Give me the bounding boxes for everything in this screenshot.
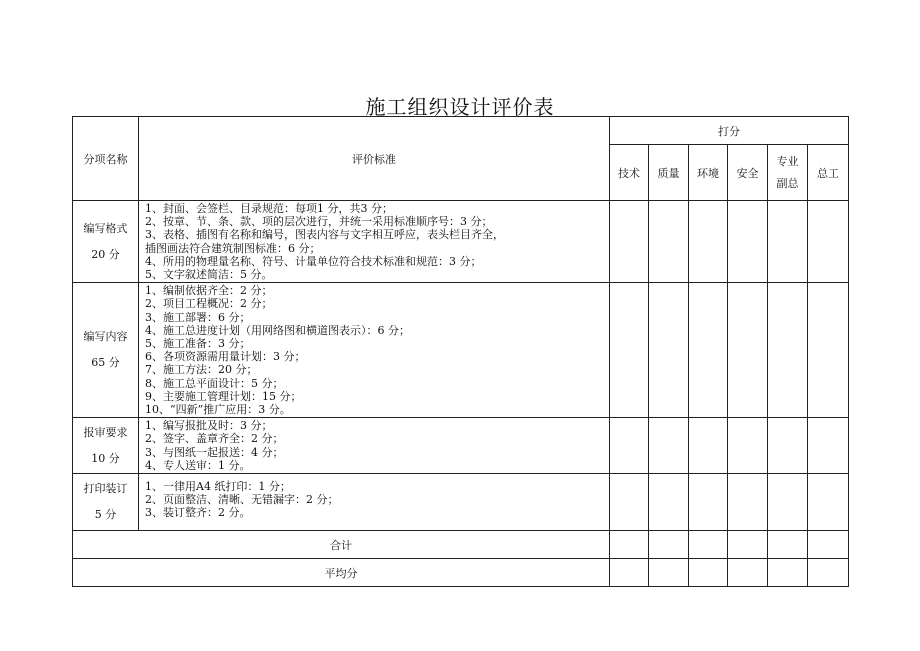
score-cell[interactable] [649,418,689,474]
header-score-chief-engineer: 总工 [808,145,849,201]
criteria-line: 10、“四新”推广应用：3 分。 [145,403,291,417]
section-points: 5 分 [94,508,117,522]
criteria-line: 2、按章、节、条、款、项的层次进行，并统一采用标准顺序号：3 分； [145,215,493,229]
page-title: 施工组织设计评价表 [365,95,555,119]
criteria-line: 插图画法符合建筑制图标准：6 分； [145,241,321,255]
score-cell[interactable] [728,201,768,283]
header-category: 分项名称 [73,117,139,201]
section-criteria [139,418,610,474]
score-cell[interactable] [728,474,768,531]
section-points: 20 分 [91,247,120,261]
section-points: 65 分 [91,356,120,370]
section-name: 编写内容 [83,330,128,344]
criteria-line: 5、施工准备：3 分； [145,337,251,351]
section-name: 报审要求 [83,425,128,439]
score-cell[interactable] [649,283,689,418]
score-cell[interactable] [649,201,689,283]
criteria-line: 3、表格、插图有名称和编号，图表内容与文字相互呼应，表头栏目齐全， [145,228,504,242]
header-score-tech: 技术 [610,145,649,201]
score-cell[interactable] [610,559,649,587]
header-score-safety: 安全 [728,145,768,201]
criteria-line: 1、封面、会签栏、目录规范：每项1 分，共3 分； [145,202,393,215]
criteria-line: 1、编写报批及时：3 分； [145,419,273,433]
section-name-cell [73,418,139,474]
header-criteria: 评价标准 [139,117,610,201]
total-label: 合计 [73,531,610,559]
score-cell[interactable] [689,531,728,559]
score-cell[interactable] [689,201,728,283]
score-cell[interactable] [808,474,849,531]
criteria-line: 3、施工部署：6 分； [145,310,251,324]
header-vice-line2: 副总 [776,176,799,190]
table-row [73,418,849,474]
score-cell[interactable] [808,559,849,587]
section-criteria [139,283,610,418]
table-row [73,474,849,531]
criteria-line: 8、施工总平面设计：5 分； [145,376,284,390]
score-cell[interactable] [768,474,808,531]
header-row-1 [73,117,849,145]
average-label: 平均分 [73,559,610,587]
section-name-cell [73,474,139,531]
section-criteria [139,201,610,283]
section-name-cell [73,283,139,418]
header-score-vice-director [768,145,808,201]
criteria-line: 5、文字叙述简洁：5 分。 [145,268,273,282]
criteria-line: 4、专人送审：1 分。 [145,458,251,472]
criteria-line: 7、施工方法：20 分； [145,363,258,377]
criteria-line: 3、装订整齐：2 分。 [145,506,251,520]
section-name: 编写格式 [83,221,128,235]
header-vice-line1: 专业 [776,154,799,168]
header-score-group: 打分 [610,117,849,145]
header-score-quality: 质量 [649,145,689,201]
table-row [73,201,849,283]
score-cell[interactable] [728,418,768,474]
score-cell[interactable] [610,201,649,283]
score-cell[interactable] [649,559,689,587]
criteria-line: 1、编制依据齐全：2 分； [145,284,273,298]
header-score-environment: 环境 [689,145,728,201]
section-points: 10 分 [91,451,120,465]
score-cell[interactable] [649,474,689,531]
score-cell[interactable] [689,474,728,531]
score-cell[interactable] [610,531,649,559]
score-cell[interactable] [689,283,728,418]
score-cell[interactable] [808,418,849,474]
score-cell[interactable] [610,283,649,418]
score-cell[interactable] [768,559,808,587]
section-name-cell [73,201,139,283]
score-cell[interactable] [689,418,728,474]
score-cell[interactable] [808,201,849,283]
score-cell[interactable] [649,531,689,559]
score-cell[interactable] [768,283,808,418]
evaluation-table [72,116,849,587]
section-criteria [139,474,610,531]
table-row [73,283,849,418]
criteria-line: 2、签字、盖章齐全：2 分； [145,432,284,446]
criteria-line: 2、页面整洁、清晰、无错漏字：2 分； [145,493,339,507]
score-cell[interactable] [610,418,649,474]
score-cell[interactable] [768,418,808,474]
score-cell[interactable] [768,531,808,559]
criteria-line: 3、与图纸一起报送：4 分； [145,445,284,459]
score-cell[interactable] [689,559,728,587]
score-cell[interactable] [610,474,649,531]
criteria-line: 2、项目工程概况：2 分； [145,297,273,311]
score-cell[interactable] [728,531,768,559]
criteria-line: 4、所用的物理量名称、符号、计量单位符合技术标准和规范：3 分； [145,254,482,268]
score-cell[interactable] [808,531,849,559]
average-row [73,559,849,587]
score-cell[interactable] [768,201,808,283]
score-cell[interactable] [728,559,768,587]
score-cell[interactable] [808,283,849,418]
criteria-line: 6、各项资源需用量计划：3 分； [145,350,306,364]
criteria-line: 4、施工总进度计划（用网络图和横道图表示）：6 分； [145,323,410,337]
section-name: 打印装订 [83,482,128,496]
criteria-line: 1、一律用A4 纸打印：1 分； [145,480,291,494]
criteria-line: 9、主要施工管理计划：15 分； [145,389,302,403]
score-cell[interactable] [728,283,768,418]
total-row [73,531,849,559]
